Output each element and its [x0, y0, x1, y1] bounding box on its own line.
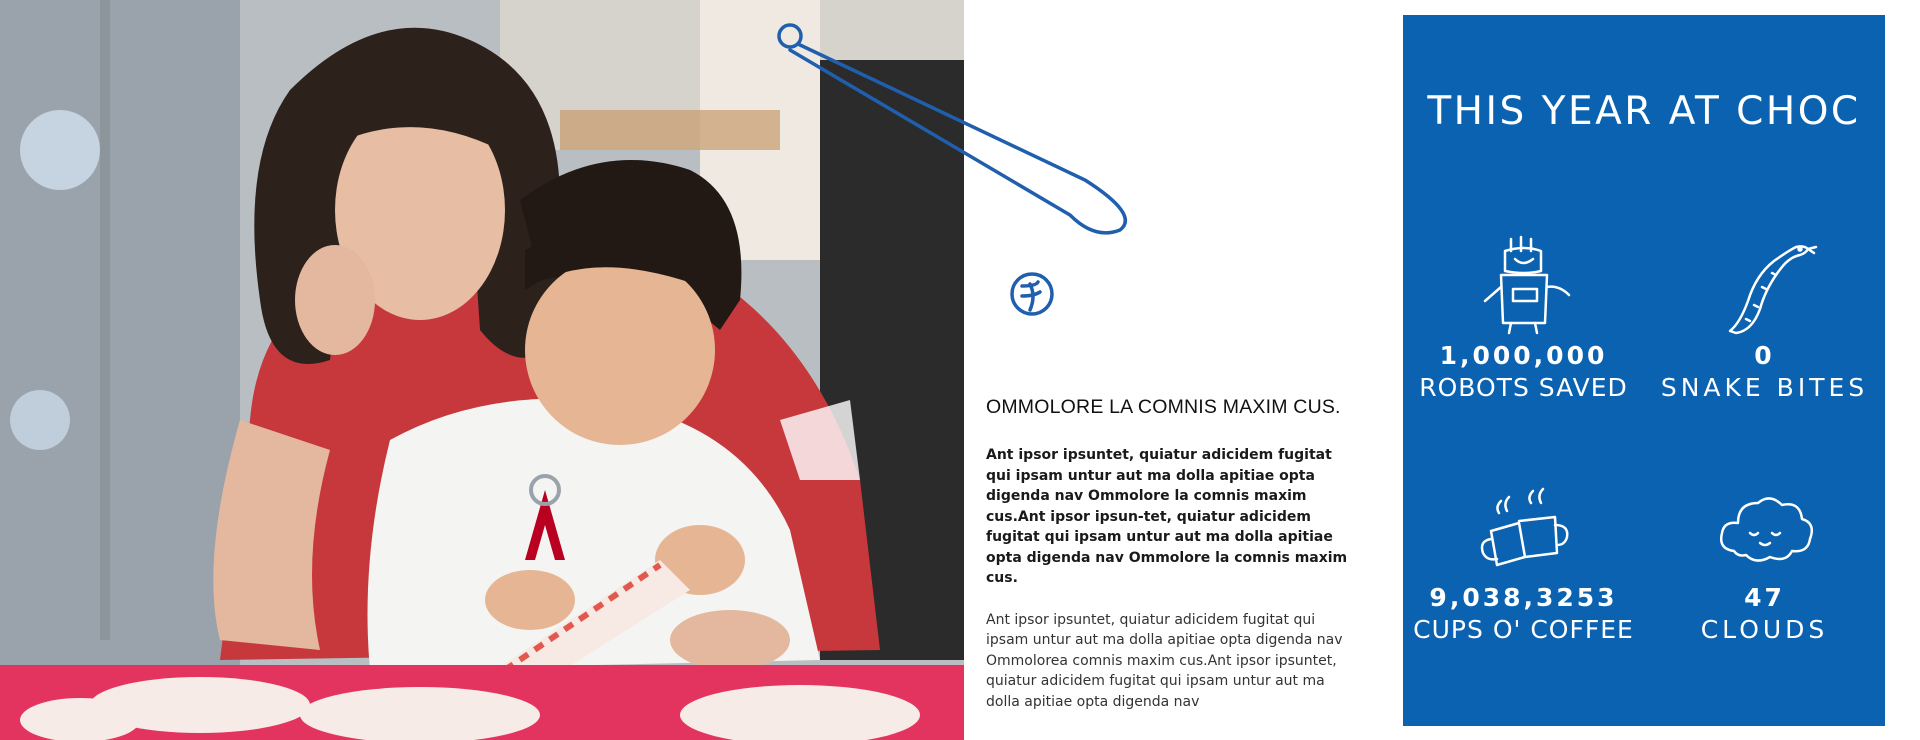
article-body-paragraph: Ant ipsor ipsuntet, quiatur adicidem fugitat qui ipsam untur aut ma dolla apitiae opta digenda nav Ommolorea comnis maxim cus.Ant ipsor ipsuntet, quiatur adicidem fugitat qui ipsam untur aut ma dolla apitiae opta digenda nav	[986, 611, 1343, 710]
stats-panel	[1403, 15, 1885, 726]
stat-coffee-value: 9,038,3253	[1429, 583, 1618, 612]
stat-coffee-label: CUPS O' COFFEE	[1413, 615, 1634, 644]
article-heading: OMMOLORE LA COMNIS MAXIM CUS.	[986, 396, 1341, 418]
stat-snake-value: 0	[1754, 341, 1775, 370]
article-text	[986, 396, 1358, 712]
stat-robots-label: ROBOTS SAVED	[1419, 373, 1628, 402]
stat-clouds-label: CLOUDS	[1700, 615, 1829, 644]
coffee-cups-icon	[1469, 473, 1579, 583]
stat-snake	[1644, 231, 1885, 405]
stat-coffee	[1403, 473, 1644, 647]
stat-robots	[1403, 231, 1644, 405]
article-lead-paragraph: Ant ipsor ipsuntet, quiatur adicidem fugitat qui ipsam untur aut ma dolla apitiae opta digenda nav Ommolore la comnis maxim cus.Ant ipsor ipsun-tet, quiatur adicidem fugitat qui ipsam untur aut ma dolla apitiae opta digenda nav Ommolore la comnis maxim cus.	[986, 447, 1348, 586]
robot-icon	[1469, 231, 1579, 341]
stat-clouds	[1644, 473, 1885, 647]
stat-robots-value: 1,000,000	[1439, 341, 1608, 370]
baseball-doodle-icon	[1012, 274, 1052, 314]
stats-title: THIS YEAR AT CHOC	[1427, 89, 1861, 134]
snake-icon	[1710, 231, 1820, 341]
stat-clouds-value: 47	[1744, 583, 1785, 612]
stat-snake-label: SNAKE BITES	[1660, 373, 1869, 402]
cloud-icon	[1710, 473, 1820, 583]
